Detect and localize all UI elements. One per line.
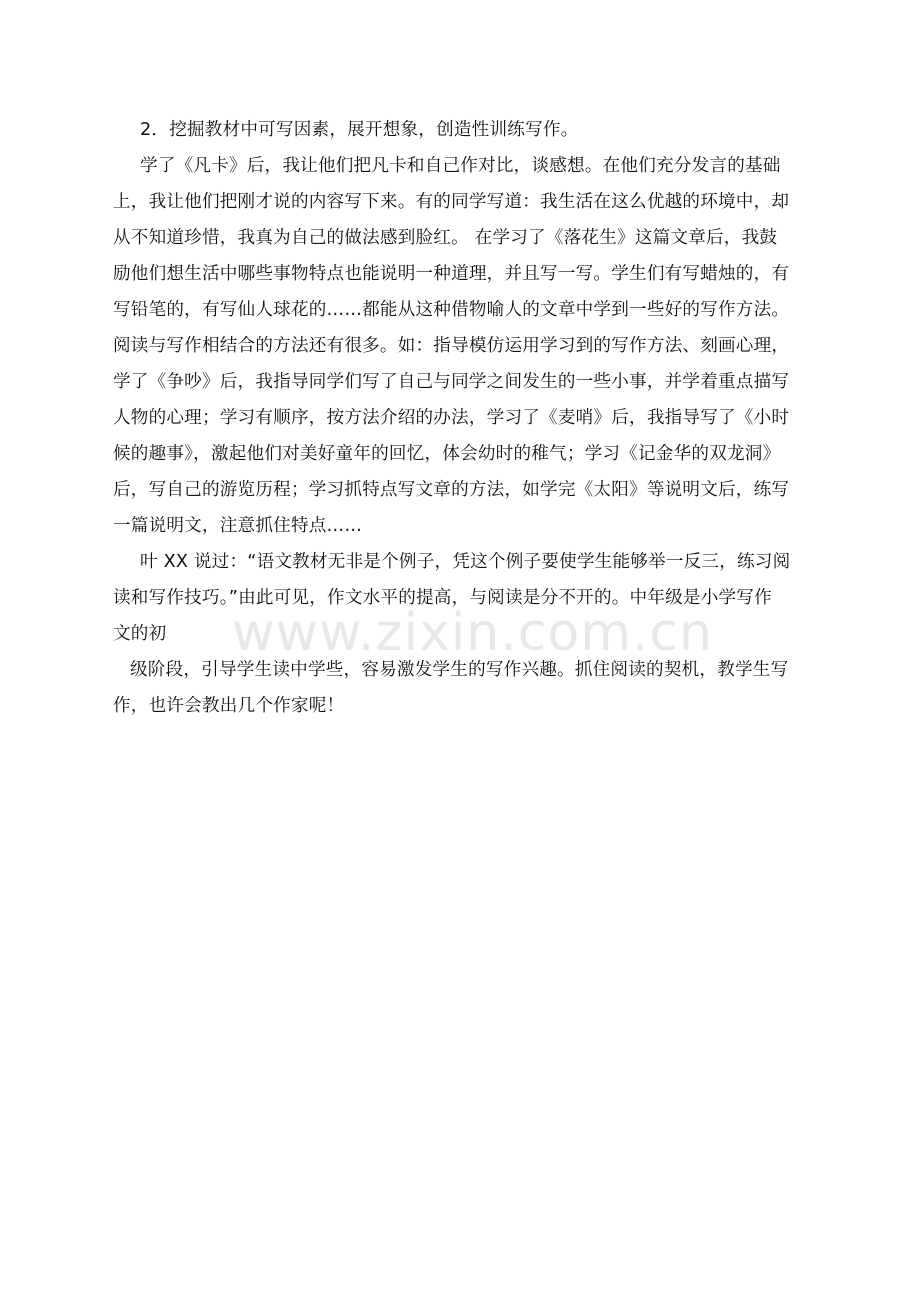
text-line: 写铅笔的，有写仙人球花的……都能从这种借物喻人的文章中学到一些好的写作方法。 xyxy=(113,300,790,320)
text-line: 一篇说明文，注意抓住特点…… xyxy=(113,516,363,536)
text-line: 上，我让他们把刚才说的内容写下来。有的同学写道：我生活在这么优越的环境中，却 xyxy=(113,192,790,212)
text-line: 级阶段，引导学生读中学些，容易激发学生的写作兴趣。抓住阅读的契机，教学生写 xyxy=(130,660,789,680)
text-line: 后，写自己的游览历程；学习抓特点写文章的方法，如学完《太阳》等说明文后，练写 xyxy=(113,480,790,500)
text-line: 作，也许会教出几个作家呢！ xyxy=(113,696,345,716)
text-line: 学了《争吵》后，我指导同学们写了自己与同学之间发生的一些小事，并学着重点描写 xyxy=(113,372,790,392)
text-line: 从不知道珍惜，我真为自己的做法感到脸红。 在学习了《落花生》这篇文章后，我鼓 xyxy=(113,228,778,248)
text-line: 人物的心理；学习有顺序，按方法介绍的办法，学习了《麦哨》后，我指导写了《小时 xyxy=(113,408,790,428)
text-line: 励他们想生活中哪些事物特点也能说明一种道理，并且写一写。学生们有写蜡烛的，有 xyxy=(113,264,790,284)
text-line: 阅读与写作相结合的方法还有很多。如：指导模仿运用学习到的写作方法、刻画心理， xyxy=(113,336,790,356)
text-line: 文的初 xyxy=(113,624,167,644)
paragraph-heading: 2．挖掘教材中可写因素，展开想象，创造性训练写作。 xyxy=(140,120,579,140)
text-line: 叶 XX 说过：“语文教材无非是个例子，凭这个例子要使学生能够举一反三，练习阅 xyxy=(140,552,791,572)
watermark: www.zixin.com.cn xyxy=(232,603,713,663)
text-line: 候的趣事》，激起他们对美好童年的回忆，体会幼时的稚气；学习《记金华的双龙洞》 xyxy=(113,444,781,464)
text-line: 读和写作技巧。”由此可见，作文水平的提高，与阅读是分不开的。中年级是小学写作 xyxy=(113,588,772,608)
text-line: 学了《凡卡》后，我让他们把凡卡和自己作对比，谈感想。在他们充分发言的基础 xyxy=(140,156,781,176)
